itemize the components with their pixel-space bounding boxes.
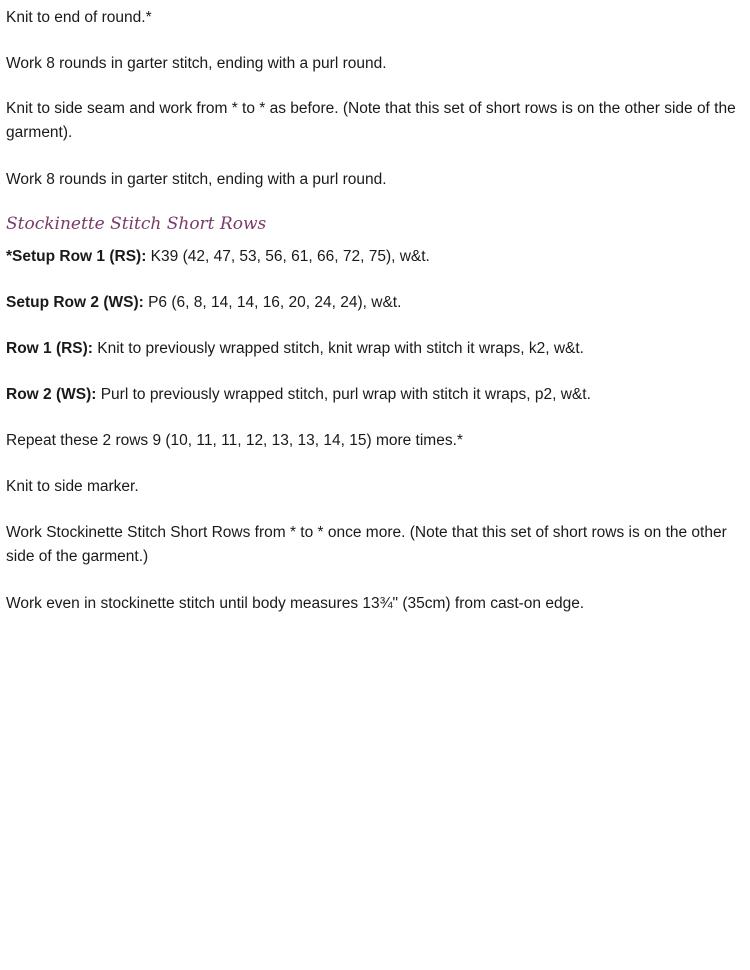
- paragraph-knit-to-marker: Knit to side marker.: [6, 478, 139, 495]
- row-2: [6, 383, 746, 407]
- setup-row-2: [6, 291, 746, 315]
- paragraph-garter-rounds-1: Work 8 rounds in garter stitch, ending with a purl round.: [6, 55, 387, 72]
- paragraph-knit-to-end: Knit to end of round.*: [6, 9, 152, 26]
- row-2-label: Row 2 (WS):: [6, 386, 97, 403]
- row-1-label: Row 1 (RS):: [6, 340, 93, 357]
- setup-row-2-label: Setup Row 2 (WS):: [6, 294, 144, 311]
- paragraph-work-short-rows-again: Work Stockinette Stitch Short Rows from * to * once more. (Note that this set of short rows is on the other side of the garment.): [6, 524, 727, 565]
- paragraph-work-even: Work even in stockinette stitch until body measures 13¾" (35cm) from cast-on edge.: [6, 595, 585, 612]
- setup-row-2-text: P6 (6, 8, 14, 14, 16, 20, 24, 24), w&t.: [143, 294, 402, 311]
- paragraph-repeat-rows: Repeat these 2 rows 9 (10, 11, 11, 12, 13, 13, 14, 15) more times.*: [6, 432, 463, 449]
- row-1: [6, 337, 746, 361]
- row-2-text: Purl to previously wrapped stitch, purl wrap with stitch it wraps, p2, w&t.: [96, 386, 591, 403]
- setup-row-1-text: K39 (42, 47, 53, 56, 61, 66, 72, 75), w&t.: [146, 248, 430, 265]
- paragraph-garter-rounds-2: Work 8 rounds in garter stitch, ending with a purl round.: [6, 171, 387, 188]
- row-1-text: Knit to previously wrapped stitch, knit wrap with stitch it wraps, k2, w&t.: [92, 340, 584, 357]
- setup-row-1-label: *Setup Row 1 (RS):: [6, 248, 147, 265]
- section-heading: Stockinette Stitch Short Rows: [6, 214, 267, 234]
- setup-row-1: [6, 245, 746, 269]
- paragraph-side-seam-note: Knit to side seam and work from * to * as before. (Note that this set of short rows is on the other side of the garment).: [6, 100, 736, 141]
